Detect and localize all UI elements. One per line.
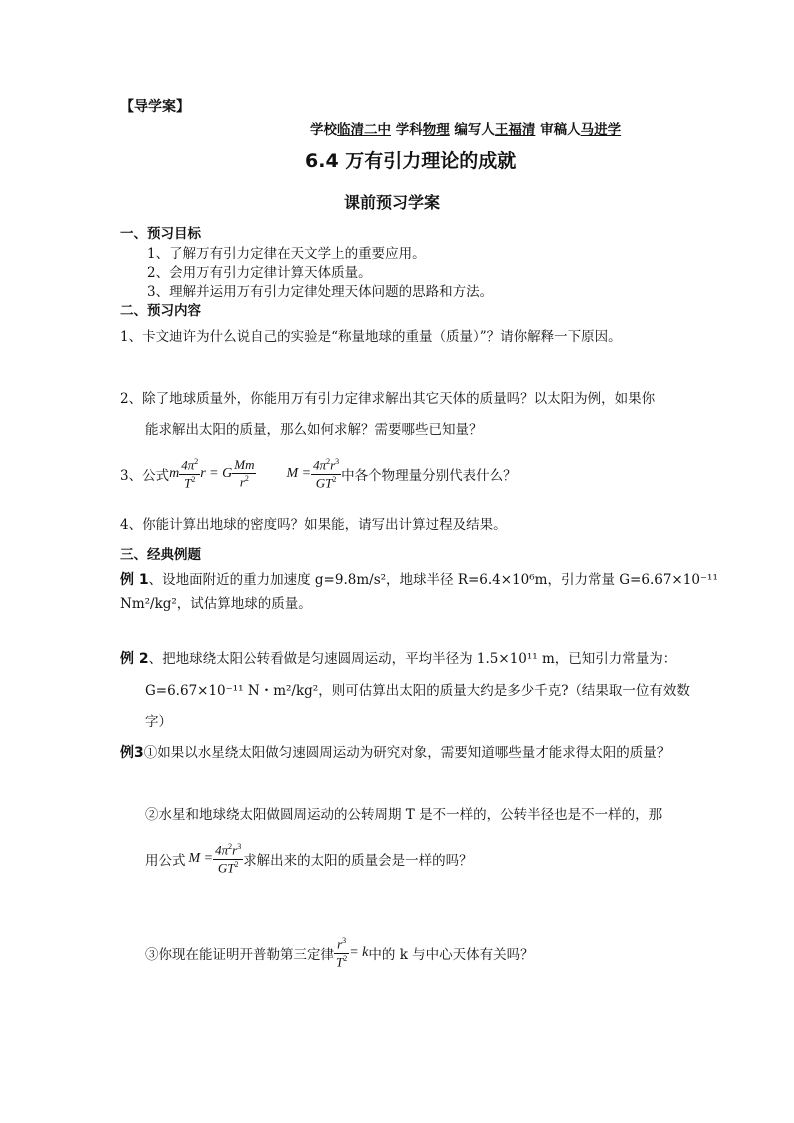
subject-label: 学科 <box>395 122 423 138</box>
section2-heading: 二、预习内容 <box>120 303 201 319</box>
question-2-line-2: 能求解出太阳的质量，那么如何求解？需要哪些已知量？ <box>145 422 483 438</box>
school-value: 临清二中 <box>337 122 391 138</box>
page-title: 6.4 万有引力理论的成就 <box>305 150 517 172</box>
example-2-line-3: 字） <box>145 714 172 730</box>
question-3: 3、公式 m $\frac{4\pi^2}{T^2}$ r = G $\frac{Mm}{r^2}$ M = $\frac{4\pi^2r^3}{GT^2}$ 中各个物理量分别代表什么？ <box>120 456 517 490</box>
question-1: 1、卡文迪许为什么说自己的实验是“称量地球的重量（质量）”？请你解释一下原因。 <box>120 329 622 345</box>
reviewer-value: 马进学 <box>580 122 622 138</box>
example-2-line-2: G=6.67×10⁻¹¹ N・m²/kg²，则可估算出太阳的质量大约是多少千克?（结果取一位有效数 <box>145 683 690 699</box>
doc-meta <box>310 118 621 138</box>
example-1-text: 、设地面附近的重力加速度 g=9.8m/s²，地球半径 R=6.4×10⁶m，引力常量 G=6.67×10⁻¹¹ <box>148 572 718 588</box>
example-3-part-2-line-2: 用公式 M = $\frac{4\pi^2r^3}{GT^2}$ 求解出来的太阳的质量会是一样的吗？ <box>145 842 473 875</box>
example-3-part-2-suffix: 求解出来的太阳的质量会是一样的吗？ <box>243 853 473 869</box>
example-1-label: 例 1 <box>120 572 149 588</box>
section1-item-2: 2、会用万有引力定律计算天体质量。 <box>147 265 372 281</box>
example-1-line-2: Nm²/kg²，试估算地球的质量。 <box>120 596 312 612</box>
example-1-line-1 <box>120 568 718 589</box>
section3-heading: 三、经典例题 <box>120 547 201 563</box>
author-value: 王福清 <box>494 122 536 138</box>
formula-fraction-Mm-r2: $\frac{Mm}{r^2}$ <box>234 456 255 490</box>
author-label: 编写人 <box>454 122 495 138</box>
formula-fraction-mass-2: $\frac{4\pi^2r^3}{GT^2}$ <box>215 842 242 875</box>
section1-heading: 一、预习目标 <box>120 226 201 242</box>
subject-value: 物理 <box>422 122 450 138</box>
reviewer-label: 审稿人 <box>540 122 581 138</box>
example-3-part-1: ①如果以水星绕太阳做匀速圆周运动为研究对象，需要知道哪些量才能求得太阳的质量？ <box>143 745 671 761</box>
example-3-part-2-line-1: ②水星和地球绕太阳做圆周运动的公转周期 T 是不一样的，公转半径也是不一样的，那 <box>145 807 663 823</box>
section1-item-3: 3、理解并运用万有引力定律处理天体问题的思路和方法。 <box>147 284 494 300</box>
question-4: 4、你能计算出地球的密度吗？如果能，请写出计算过程及结果。 <box>120 517 507 533</box>
example-2-label: 例 2 <box>120 651 149 667</box>
example-3-part-3-prefix: ③你现在能证明开普勒第三定律 <box>145 947 334 963</box>
example-3-line-1 <box>120 741 670 762</box>
formula-centripetal: m <box>169 466 180 481</box>
example-3-label: 例3 <box>120 745 144 761</box>
question-2-line-1: 2、除了地球质量外，你能用万有引力定律求解出其它天体的质量吗？以太阳为例，如果你 <box>120 391 656 407</box>
formula-fraction-4pi2-T2: $\frac{4\pi^2}{T^2}$ <box>181 457 199 490</box>
example-3-part-3-suffix: 中的 k 与中心天体有关吗？ <box>368 947 534 963</box>
page-subtitle: 课前预习学案 <box>344 193 441 212</box>
formula-kepler-fraction: $\frac{r^3}{T^2}$ <box>336 936 348 969</box>
doc-tag: 【导学案】 <box>120 99 190 115</box>
formula-fraction-mass: $\frac{4\pi^2r^3}{GT^2}$ <box>313 457 340 490</box>
question-3-prefix: 3、公式 <box>120 468 170 484</box>
question-3-suffix: 中各个物理量分别代表什么？ <box>341 468 517 484</box>
school-label: 学校 <box>310 122 337 138</box>
example-2-text: 、把地球绕太阳公转看做是匀速圆周运动，平均半径为 1.5×10¹¹ m，已知引力常量为： <box>148 651 677 667</box>
formula-mass: M = <box>286 466 312 481</box>
example-3-part-3: ③你现在能证明开普勒第三定律 $\frac{r^3}{T^2}$ = k 中的 k 与中心天体有关吗？ <box>145 936 534 969</box>
example-2-line-1 <box>120 647 676 668</box>
example-3-part-2-prefix: 用公式 <box>145 853 186 869</box>
section1-item-1: 1、了解万有引力定律在天文学上的重要应用。 <box>147 246 426 262</box>
